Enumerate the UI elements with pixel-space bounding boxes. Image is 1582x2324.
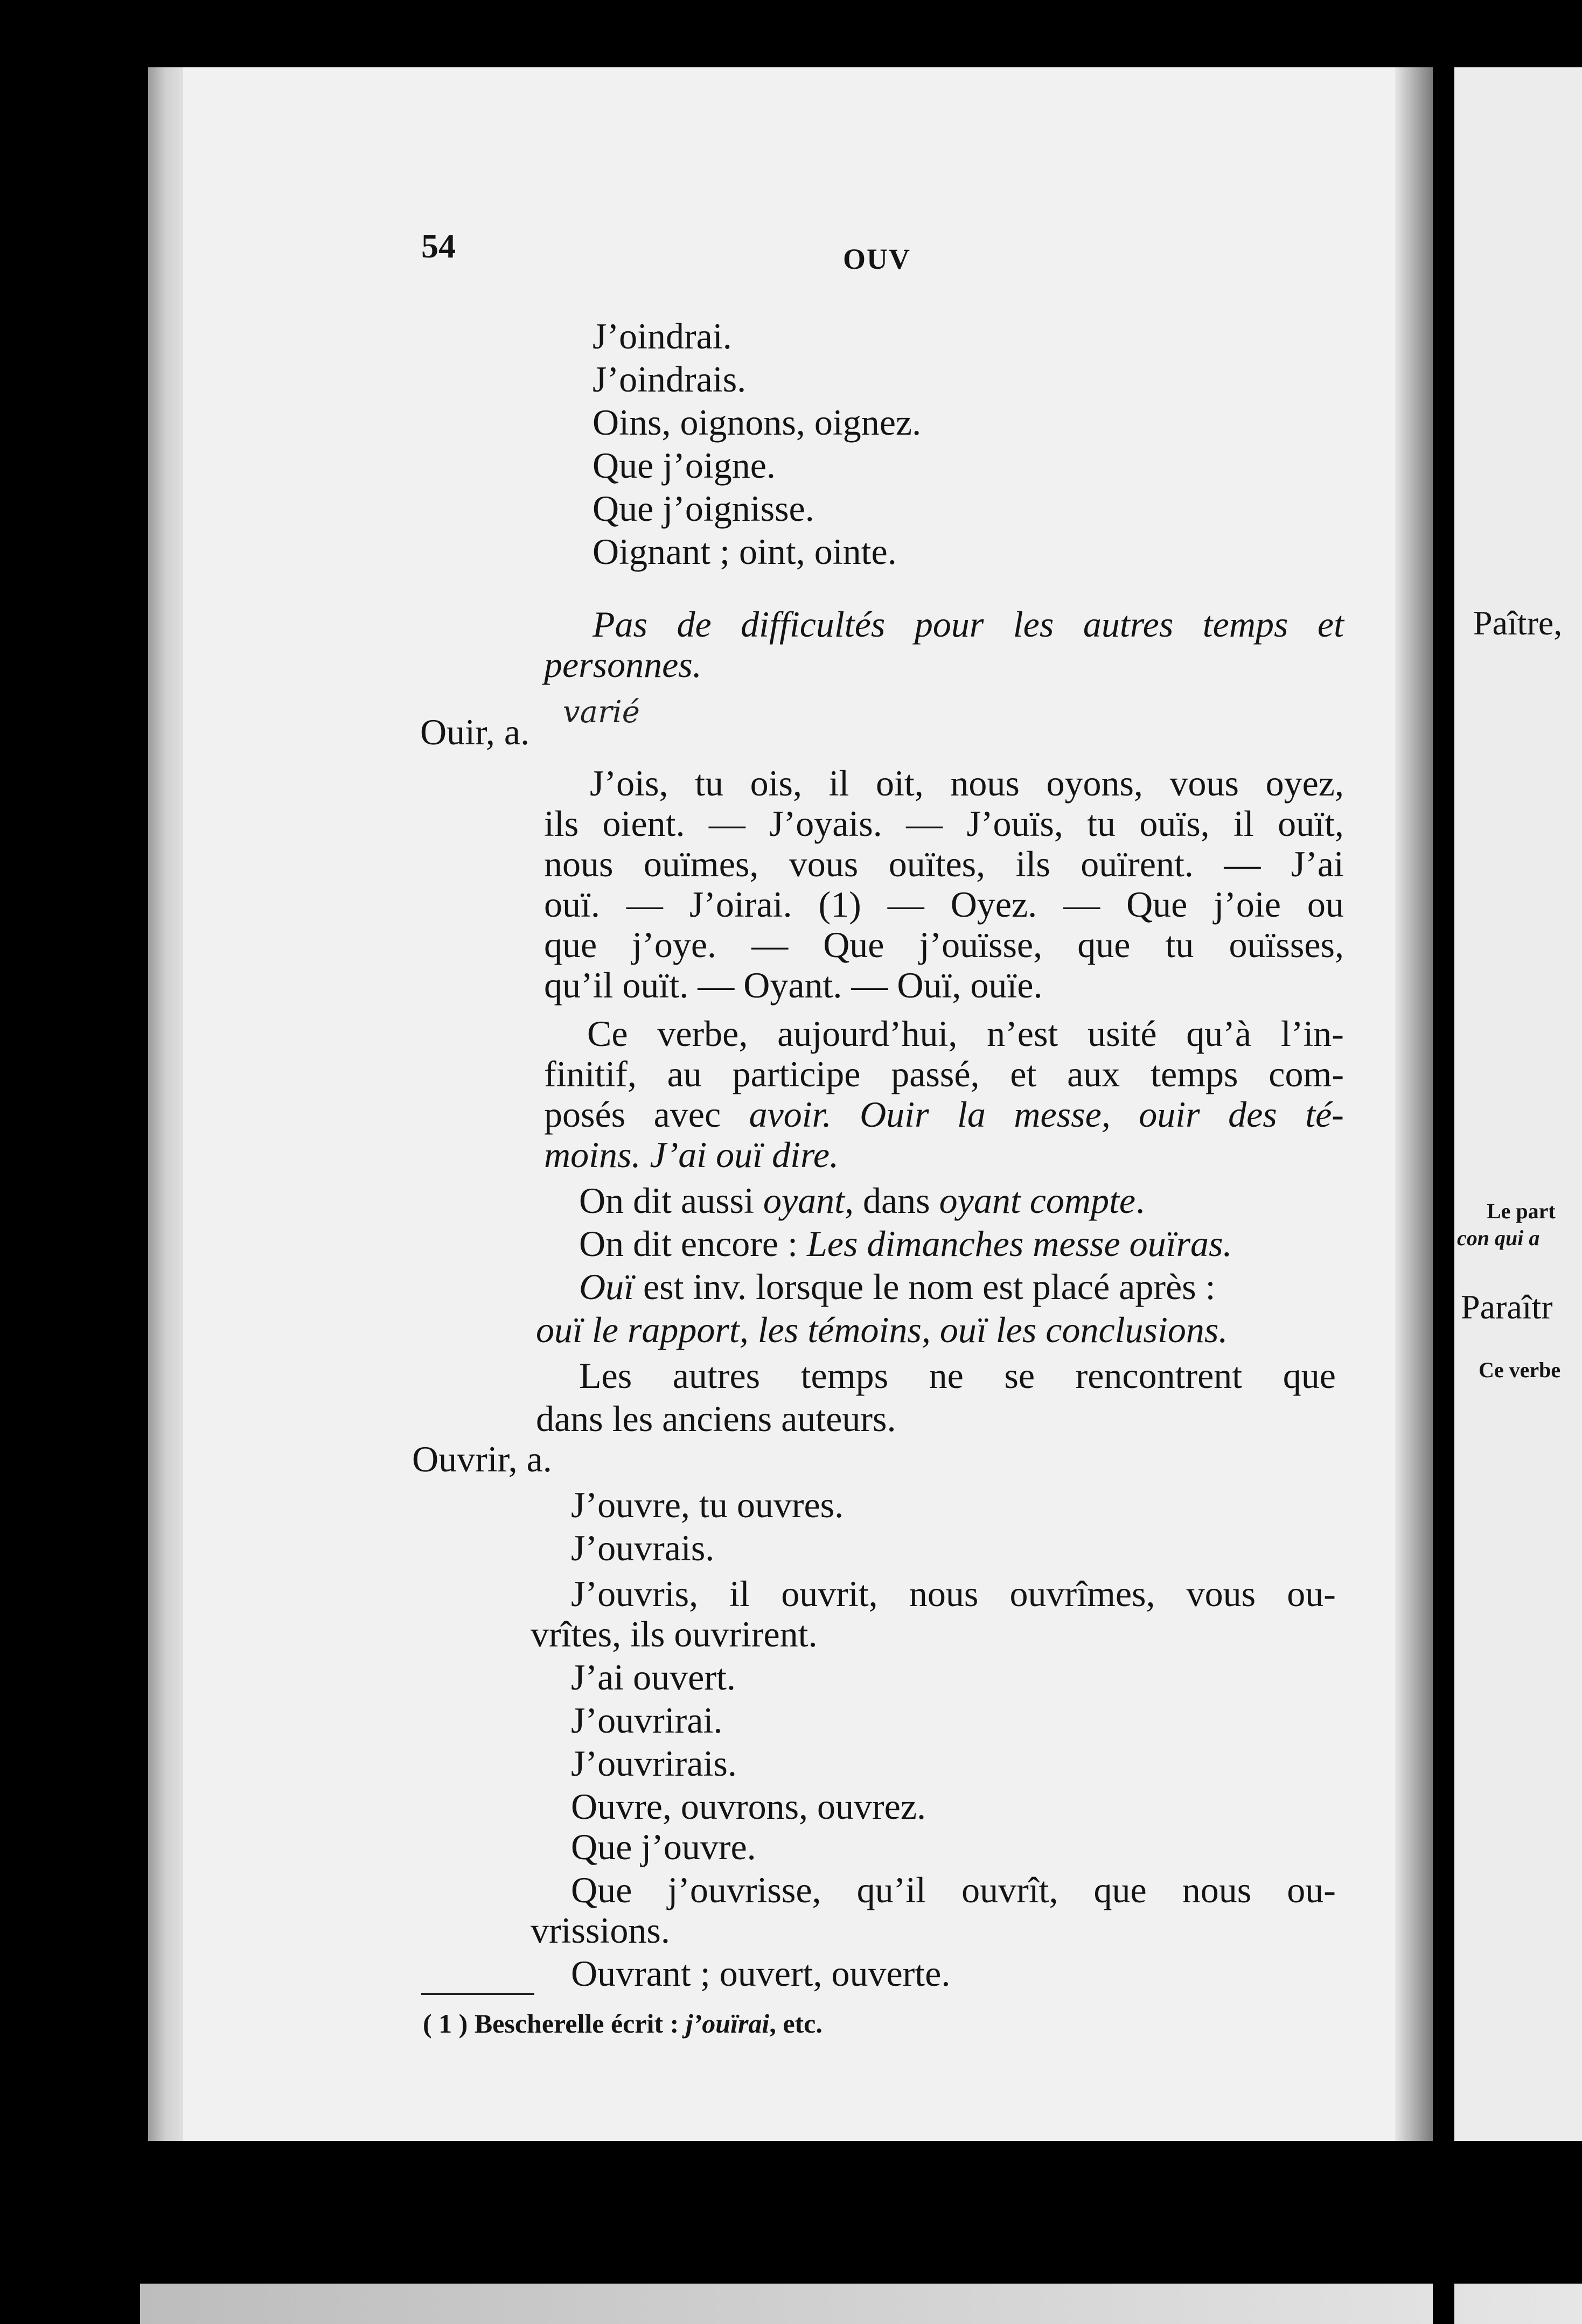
conjugation-line: Ouvrant ; ouvert, ouverte. [571, 1953, 951, 1994]
next-leaf-strip [140, 2284, 1582, 2324]
text-line: ils oient. — J’oyais. — J’ouïs, tu ouïs, il ouït, [544, 803, 1344, 844]
text-line-autres-2: dans les anciens auteurs. [536, 1398, 896, 1439]
conjugation-line: Que j’oigne. [593, 445, 776, 486]
facing-page-fragment: con qui a [1457, 1226, 1540, 1250]
conjugation-line: J’oindrais. [593, 359, 747, 400]
conjugation-line: vrissions. [531, 1910, 670, 1951]
conjugation-line: Que j’ouvrisse, qu’il ouvrît, que nous ou- [571, 1869, 1336, 1910]
text-line-oui-1: Ouï est inv. lorsque le nom est placé après : [579, 1266, 1216, 1307]
conjugation-line: J’ouvrirai. [571, 1700, 723, 1741]
text-line: moins. J’ai ouï dire. [544, 1134, 839, 1175]
footnote-rule [421, 1993, 534, 1995]
note-line-2: personnes. [544, 644, 702, 685]
note-line-1: Pas de difficultés pour les autres temps et [593, 604, 1344, 645]
text-line-oui-2: ouï le rapport, les témoins, ouï les conclusions. [536, 1309, 1228, 1350]
conjugation-line: Ouvre, ouvrons, ouvrez. [571, 1786, 926, 1827]
facing-page-headword: Paraîtr [1461, 1288, 1553, 1326]
conjugation-line: J’ouvrirais. [571, 1743, 737, 1784]
conjugation-line: Que j’oignisse. [593, 488, 814, 529]
footnote: ( 1 ) Bescherelle écrit : j’ouïrai, etc. [423, 2008, 823, 2039]
text-line-autres: Les autres temps ne se rencontrent que [579, 1355, 1336, 1396]
conjugation-line: Oignant ; oint, ointe. [593, 531, 897, 572]
page-number: 54 [421, 227, 456, 265]
conjugation-line: J’ouvris, il ouvrit, nous ouvrîmes, vous ou- [571, 1573, 1336, 1614]
text-line-oyant: On dit aussi oyant, dans oyant compte. [579, 1180, 1145, 1221]
facing-page-fragment: Le part [1487, 1199, 1556, 1223]
conjugation-line: J’oindrai. [593, 316, 732, 357]
headword-ouir: Ouir, a. [420, 711, 530, 752]
conjugation-line: vrîtes, ils ouvrirent. [531, 1614, 818, 1655]
conjugation-line: Que j’ouvre. [571, 1826, 756, 1867]
text-line: posés avec avoir. Ouir la messe, ouir des té- [544, 1094, 1344, 1135]
facing-page-headword: Paître, [1473, 604, 1563, 642]
conjugation-line: J’ouvrais. [571, 1527, 715, 1568]
facing-page [1454, 67, 1582, 2141]
running-head: OUV [843, 243, 911, 275]
conjugation-line: J’ouvre, tu ouvres. [571, 1484, 844, 1525]
text-line: ouï. — J’oirai. (1) — Oyez. — Que j’oie ou [544, 884, 1344, 925]
text-line-encore: On dit encore : Les dimanches messe ouïras. [579, 1223, 1232, 1264]
text-line: finitif, au participe passé, et aux temps com- [544, 1053, 1344, 1094]
conjugation-line: J’ai ouvert. [571, 1657, 736, 1698]
headword-ouvrir: Ouvrir, a. [412, 1439, 552, 1479]
text-line: que j’oye. — Que j’ouïsse, que tu ouïsses, [544, 924, 1344, 965]
next-leaf-gap [1433, 2284, 1454, 2324]
text-line: Ce verbe, aujourd’hui, n’est usité qu’à l’in- [587, 1013, 1344, 1054]
text-line: nous ouïmes, vous ouïtes, ils ouïrent. — J’ai [544, 843, 1344, 884]
text-line: J’ois, tu ois, il oit, nous oyons, vous oyez, [590, 763, 1344, 804]
facing-page-fragment: Ce verbe [1479, 1358, 1561, 1382]
handwritten-annotation: varié [563, 695, 640, 730]
conjugation-line: Oins, oignons, oignez. [593, 402, 922, 443]
text-line: qu’il ouït. — Oyant. — Ouï, ouïe. [544, 965, 1043, 1006]
page-gutter-shadow [1395, 67, 1433, 2141]
